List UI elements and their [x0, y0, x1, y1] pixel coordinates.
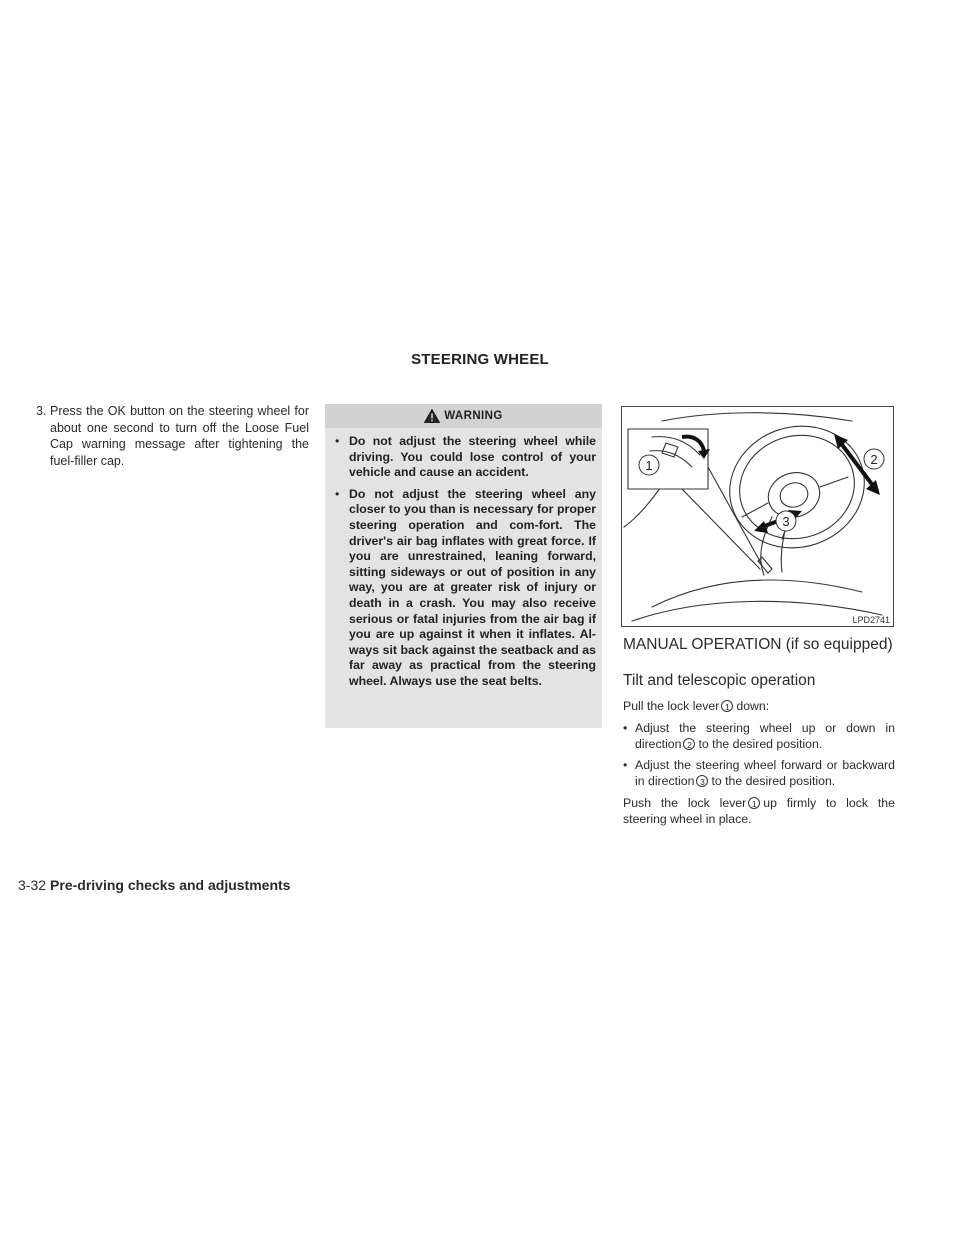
- callout-1: 1: [645, 458, 653, 473]
- step-text: Press the OK button on the steering wheel for about one second to turn off the Loose Fuel Cap warning message after tightening the fuel-filler cap.: [50, 404, 309, 468]
- page-number: 3-32: [18, 877, 47, 893]
- steering-wheel-illustration: [622, 407, 893, 626]
- warning-item: • Do not adjust the steering wheel while driving. You could lose control of your vehicle and cause an accident.: [335, 434, 596, 481]
- manual-heading: MANUAL OPERATION (if so equipped): [623, 636, 893, 653]
- step-number: 3.: [36, 404, 47, 418]
- right-column: [623, 636, 895, 833]
- adjust-list: [623, 720, 895, 789]
- callout-ref-3: 3: [696, 775, 708, 787]
- step-3: [36, 403, 309, 469]
- callout-2: 2: [870, 452, 878, 467]
- warning-header: [325, 404, 602, 428]
- callout-ref-1: 1: [721, 700, 733, 712]
- left-column: [36, 403, 309, 469]
- tilt-subheading: Tilt and telescopic operation: [623, 671, 816, 689]
- figure-code: LPD2741: [852, 615, 890, 625]
- warning-list: [325, 428, 602, 690]
- warning-item: • Do not adjust the steering wheel any closer to you than is necessary for proper steering operation and com-fort. The driver's air bag inflates with great force. If you are unrestrained, leaning forward, sitting sideways or out of position in any way, you are at greater risk of injury or death in a crash. You may also receive serious or fatal injuries from the air bag if you are up against it when it inflates. Al-ways sit back against the seatback and as far away as practical from the steering wheel. Always use the seat belts.: [335, 487, 596, 690]
- warning-triangle-icon: [424, 409, 440, 423]
- list-item: • Adjust the steering wheel up or down in direction 2 to the desired position.: [623, 720, 895, 752]
- list-item: • Adjust the steering wheel forward or backward in direction 3 to the desired position.: [623, 757, 895, 789]
- section-title: STEERING WHEEL: [411, 351, 549, 368]
- pull-instruction: Pull the lock lever 1 down:: [623, 699, 770, 713]
- warning-title: WARNING: [444, 410, 503, 422]
- page-footer: [18, 877, 290, 893]
- footer-section-title: Pre-driving checks and adjustments: [50, 877, 291, 893]
- callout-ref-2: 2: [683, 738, 695, 750]
- callout-3: 3: [782, 514, 790, 529]
- steering-wheel-figure: [621, 406, 894, 627]
- warning-box: [325, 404, 602, 728]
- push-instruction: Push the lock lever 1 up firmly to lock the steering wheel in place.: [623, 796, 895, 826]
- callout-ref-1: 1: [748, 797, 760, 809]
